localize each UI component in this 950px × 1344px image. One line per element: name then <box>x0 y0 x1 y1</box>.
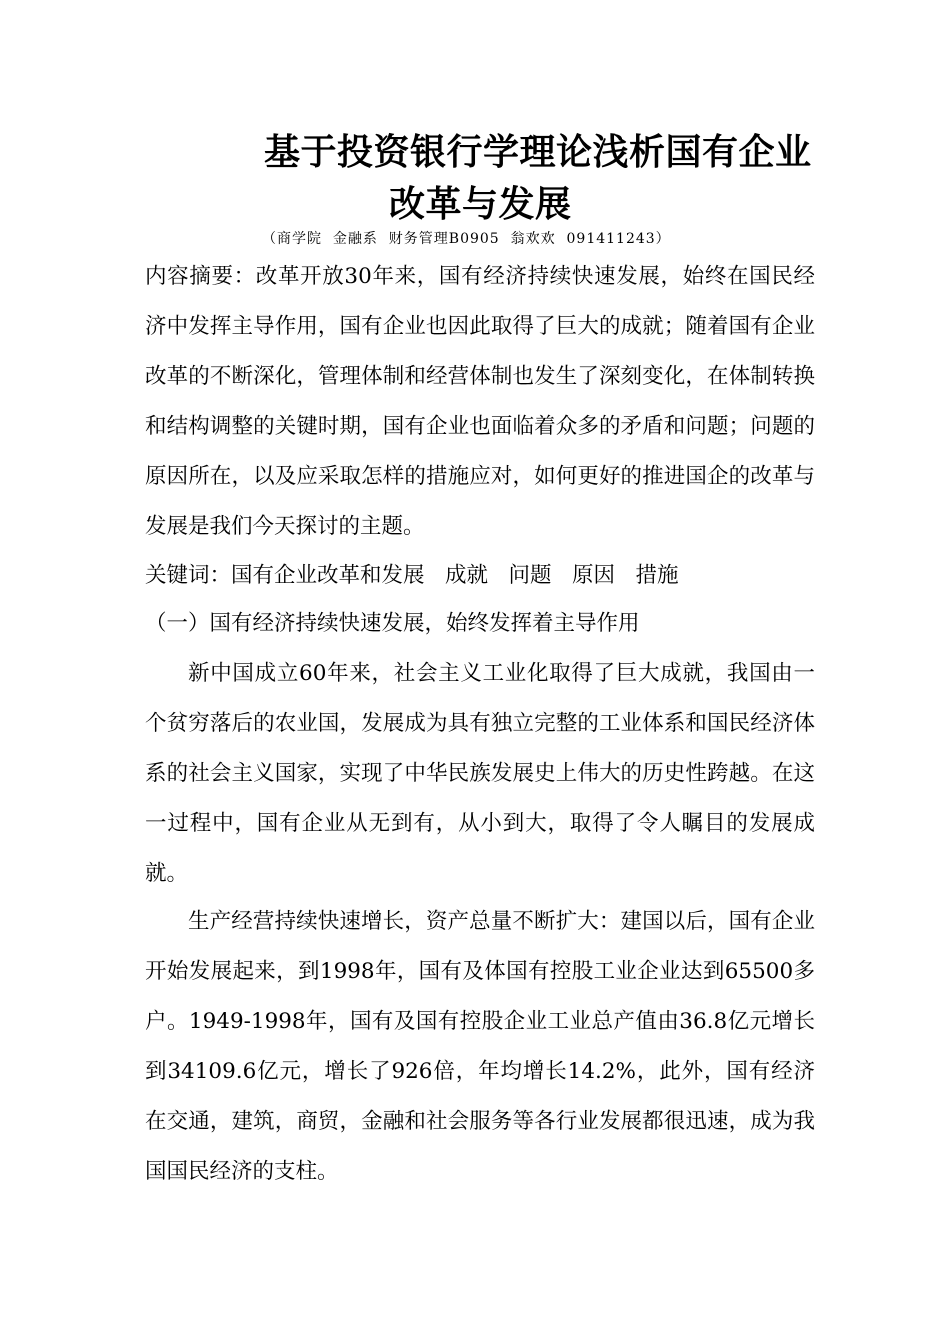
document-title-line-1: 基于投资银行学理论浅析国有企业 <box>264 132 812 173</box>
author-affiliation: （商学院 金融系 财务管理B0905 翁欢欢 091411243） <box>262 231 671 247</box>
document-title-line-2: 改革与发展 <box>389 184 572 225</box>
section-heading: （一）国有经济持续快速发展，始终发挥着主导作用 <box>145 611 640 636</box>
body-paragraph: 新中国成立60年来，社会主义工业化取得了巨大成就，我国由一个贫穷落后的农业国，发展成为具有独立完整的工业体系和国民经济体系的社会主义国家，实现了中华民族发展史上伟大的历史性跨越。在这一过程中，国有企业从无到有，从小到大，取得了令人瞩目的发展成就。 <box>145 661 815 886</box>
abstract-paragraph: 内容摘要：改革开放30年来，国有经济持续快速发展，始终在国民经济中发挥主导作用，国有企业也因此取得了巨大的成就；随着国有企业改革的不断深化，管理体制和经营体制也发生了深刻变化，在体制转换和结构调整的关键时期，国有企业也面临着众多的矛盾和问题；问题的原因所在，以及应采取怎样的措施应对，如何更好的推进国企的改革与发展是我们今天探讨的主题。 <box>145 264 815 539</box>
body-paragraph: 生产经营持续快速增长，资产总量不断扩大：建国以后，国有企业开始发展起来，到1998年，国有及体国有控股工业企业达到65500多户。1949-1998年，国有及国有控股企业工业总产值由36.8亿元增长到34109.6亿元，增长了926倍，年均增长14.2%，此外，国有经济在交通，建筑，商贸，金融和社会服务等各行业发展都很迅速，成为我国国民经济的支柱。 <box>145 909 815 1184</box>
keywords-line: 关键词：国有企业改革和发展 成就 问题 原因 措施 <box>145 563 679 588</box>
